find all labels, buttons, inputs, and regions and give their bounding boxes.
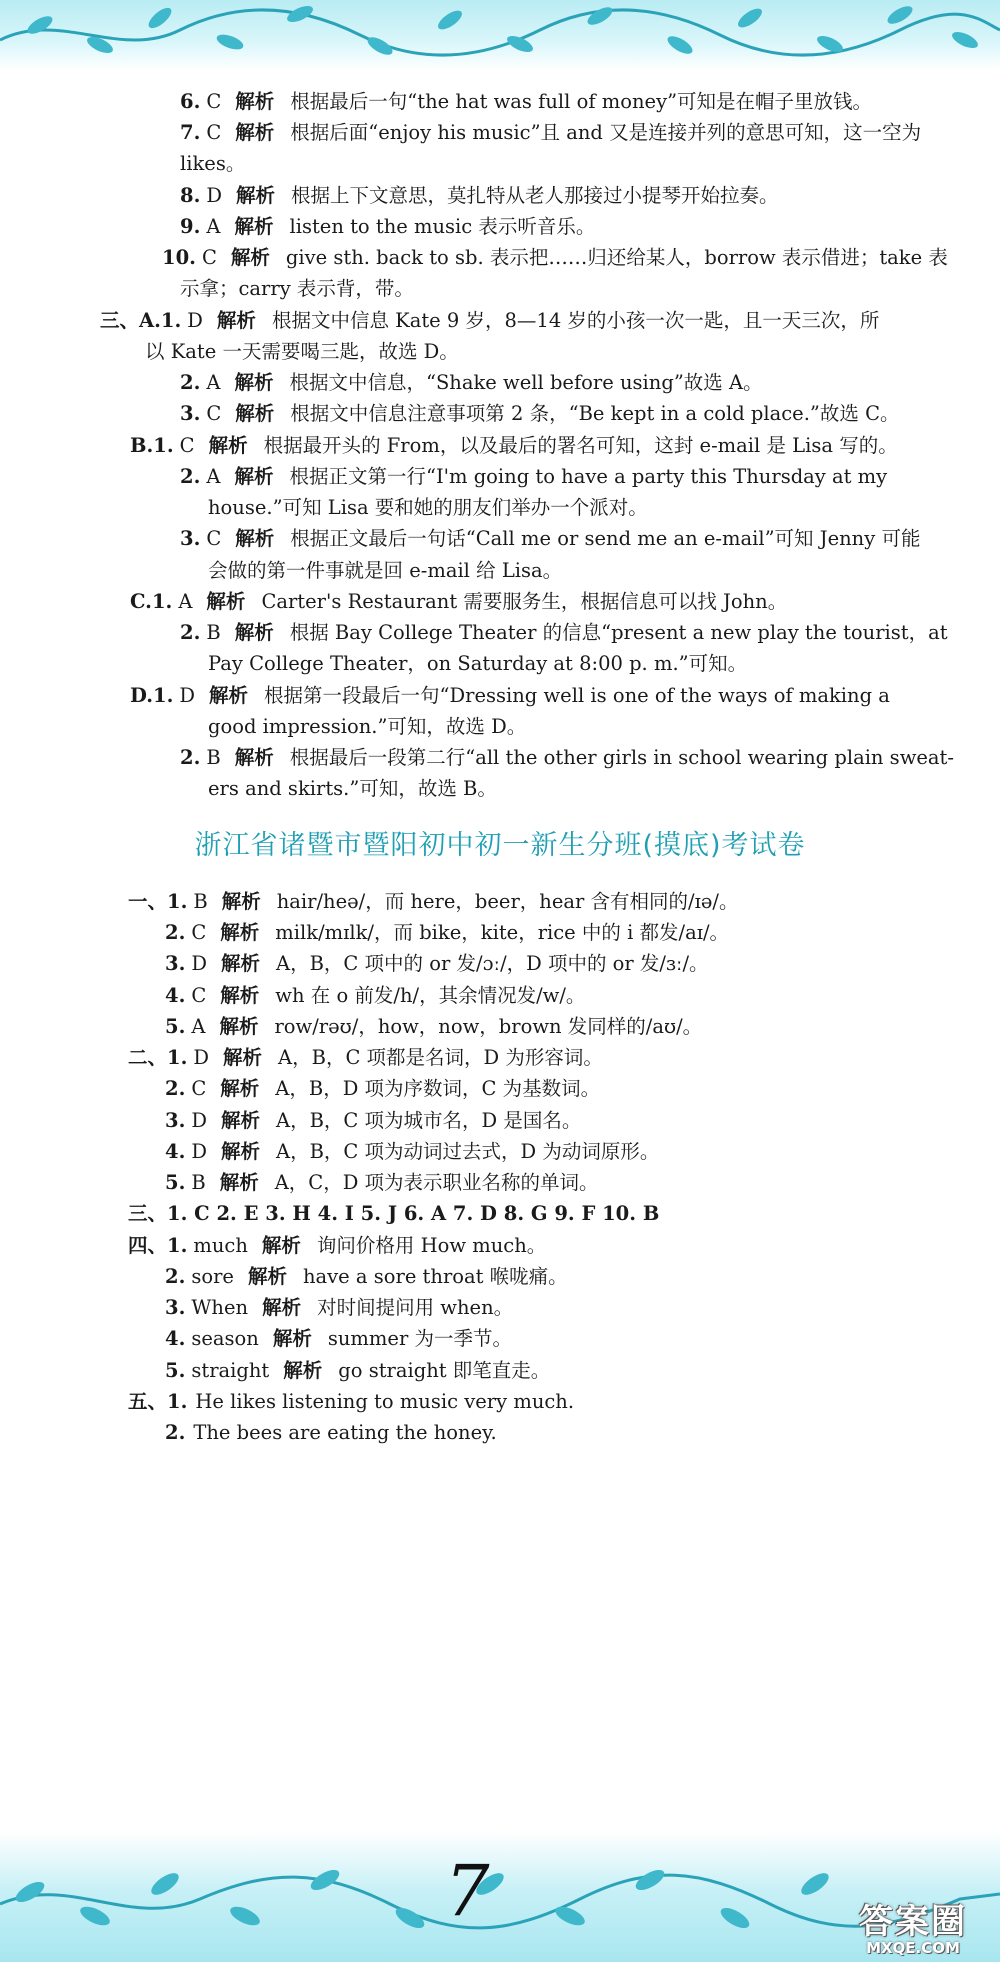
analysis-text: ers and skirts.”可知，故选 B。 xyxy=(208,777,497,800)
answer-choice: C xyxy=(191,984,207,1007)
answer-choice: C xyxy=(191,921,207,944)
answer-line xyxy=(180,213,595,241)
question-number: 4. xyxy=(165,984,186,1007)
analysis-text: give sth. back to sb. 表示把……归还给某人，borrow 表示借进；take 表 xyxy=(285,246,948,269)
answer-line xyxy=(165,1107,581,1135)
analysis-text: 示拿；carry 表示背，带。 xyxy=(180,277,414,300)
analysis-text: wh 在 o 前发/h/，其余情况发/w/。 xyxy=(275,984,586,1007)
question-number: 1. xyxy=(167,890,188,913)
analysis-label: 解析 xyxy=(208,434,248,457)
question-number: 1. xyxy=(167,1046,188,1069)
answer-choice: C xyxy=(206,90,222,113)
analysis-label: 解析 xyxy=(236,184,276,207)
section-marker: 五、 xyxy=(128,1390,168,1413)
answer-choice: B xyxy=(193,890,208,913)
analysis-label: 解析 xyxy=(219,1171,259,1194)
analysis-text: 根据正文第一行“I'm going to have a party this Thursday at my xyxy=(289,465,888,488)
answer-line xyxy=(180,400,900,428)
analysis-text: 根据最后一段第二行“all the other girls in school wearing plain sweat- xyxy=(289,746,954,769)
answer-line xyxy=(165,950,709,978)
answer-choice: A xyxy=(191,1015,206,1038)
answer-line xyxy=(128,1232,546,1260)
analysis-text: 根据后面“enjoy his music”且 and 又是连接并列的意思可知，这一空为 xyxy=(290,121,922,144)
analysis-text: The bees are eating the honey. xyxy=(193,1421,497,1444)
analysis-label: 解析 xyxy=(261,1234,301,1257)
site-watermark-logo xyxy=(838,1894,988,1957)
analysis-text: 根据文中信息 Kate 9 岁，8—14 岁的小孩一次一匙，且一天三次，所 xyxy=(271,309,880,332)
section-marker: D. xyxy=(130,684,154,707)
question-number: 1. xyxy=(167,1390,188,1413)
question-number: 2. xyxy=(180,371,201,394)
answer-line xyxy=(180,369,763,397)
question-number: 1. xyxy=(153,684,174,707)
answer-choice: B xyxy=(206,621,221,644)
analysis-label: 解析 xyxy=(216,309,256,332)
analysis-label: 解析 xyxy=(272,1327,312,1350)
question-number: 4. xyxy=(165,1327,186,1350)
answer-line xyxy=(165,982,585,1010)
question-number: 2. xyxy=(165,1077,186,1100)
section-marker: 二、 xyxy=(128,1046,168,1069)
analysis-text: 对时间提问用 when。 xyxy=(317,1296,514,1319)
question-number: 2. xyxy=(180,746,201,769)
answer-choice: D xyxy=(206,184,222,207)
analysis-text: listen to the music 表示听音乐。 xyxy=(289,215,596,238)
answer-choice: season xyxy=(191,1327,259,1350)
section-marker: B. xyxy=(130,434,154,457)
analysis-text: 以 Kate 一天需要喝三匙，故选 D。 xyxy=(145,340,459,363)
analysis-label: 解析 xyxy=(262,1296,302,1319)
analysis-text: A，B，C 项都是名词，D 为形容词。 xyxy=(278,1046,603,1069)
section-marker: 一、 xyxy=(128,890,168,913)
analysis-label: 解析 xyxy=(221,890,261,913)
analysis-label: 解析 xyxy=(235,402,275,425)
answer-line xyxy=(208,557,562,585)
question-number: 5. xyxy=(165,1359,186,1382)
analysis-text: row/rəʊ/，how，now，brown 发同样的/aʊ/。 xyxy=(274,1015,703,1038)
answer-line xyxy=(208,494,648,522)
answer-line xyxy=(165,919,729,947)
question-number: 9. xyxy=(180,215,201,238)
answer-line xyxy=(180,88,872,116)
section-marker: 三、A. xyxy=(100,309,161,332)
question-number: 3. xyxy=(180,527,201,550)
answer-choice: A xyxy=(206,465,221,488)
analysis-label: 解析 xyxy=(221,1140,261,1163)
answer-line xyxy=(165,1169,599,1197)
analysis-text: 根据上下文意思，莫扎特从老人那接过小提琴开始拉奏。 xyxy=(291,184,779,207)
answer-line xyxy=(165,1013,702,1041)
question-number: 1. xyxy=(167,1234,188,1257)
section-marker: 三、 xyxy=(128,1202,168,1225)
answer-line xyxy=(128,1200,659,1228)
answer-line xyxy=(180,275,414,303)
analysis-label: 解析 xyxy=(221,952,261,975)
analysis-text: 根据 Bay College Theater 的信息“present a new play the tourist，at xyxy=(289,621,948,644)
analysis-text: 询问价格用 How much。 xyxy=(316,1234,547,1257)
answer-line xyxy=(165,1294,513,1322)
answer-choice: A xyxy=(206,215,221,238)
analysis-label: 解析 xyxy=(234,746,274,769)
answer-choice: B xyxy=(191,1171,206,1194)
watermark-url: MXQE.COM xyxy=(866,1939,960,1957)
answer-choice: straight xyxy=(191,1359,270,1382)
analysis-text: 根据第一段最后一句“Dressing well is one of the ways of making a xyxy=(264,684,890,707)
answer-line xyxy=(165,1325,512,1353)
answer-line xyxy=(130,432,898,460)
analysis-text: go straight 即笔直走。 xyxy=(338,1359,551,1382)
analysis-text: 会做的第一件事就是回 e-mail 给 Lisa。 xyxy=(208,559,563,582)
answer-choice: much xyxy=(193,1234,248,1257)
answer-choice: C xyxy=(191,1077,207,1100)
exam-heading: 浙江省诸暨市暨阳初中初一新生分班(摸底)考试卷 xyxy=(194,830,806,861)
question-number: 2. xyxy=(165,1421,186,1444)
question-number: 2. xyxy=(180,621,201,644)
analysis-text: good impression.”可知，故选 D。 xyxy=(208,715,527,738)
answer-choice: sore xyxy=(191,1265,234,1288)
answer-line xyxy=(180,619,948,647)
answer-line xyxy=(180,744,954,772)
analysis-label: 解析 xyxy=(220,1077,260,1100)
answer-line xyxy=(180,463,887,491)
analysis-label: 解析 xyxy=(283,1359,323,1382)
analysis-text: A，B，D 项为序数词，C 为基数词。 xyxy=(275,1077,601,1100)
answer-choice: D xyxy=(179,684,196,707)
answer-choice: C xyxy=(201,246,217,269)
analysis-label: 解析 xyxy=(234,371,274,394)
analysis-label: 解析 xyxy=(209,684,249,707)
analysis-text: hair/heə/，而 here，beer，hear 含有相同的/ɪə/。 xyxy=(276,890,739,913)
analysis-text: 根据正文最后一句话“Call me or send me an e-mail”可知 Jenny 可能 xyxy=(290,527,921,550)
analysis-label: 解析 xyxy=(234,215,274,238)
watermark-text: 答案圈 xyxy=(859,1902,967,1942)
answer-line xyxy=(165,1075,600,1103)
question-number: 5. xyxy=(165,1015,186,1038)
question-number: 3. xyxy=(165,1109,186,1132)
question-number: 1. xyxy=(160,309,182,332)
answer-line xyxy=(180,119,921,147)
answer-line xyxy=(100,307,879,335)
analysis-text: Carter's Restaurant 需要服务生，根据信息可以找 John。 xyxy=(261,590,788,613)
analysis-label: 解析 xyxy=(221,1109,261,1132)
answer-line xyxy=(130,588,787,616)
analysis-text: likes。 xyxy=(180,152,246,175)
answer-choice: C xyxy=(206,402,222,425)
analysis-text: A，B，C 项为动词过去式，D 为动词原形。 xyxy=(276,1140,660,1163)
analysis-label: 解析 xyxy=(235,121,275,144)
answer-line xyxy=(180,525,920,553)
analysis-text: 根据最后一句“the hat was full of money”可知是在帽子里放钱。 xyxy=(290,90,873,113)
answer-line xyxy=(180,182,779,210)
analysis-text: summer 为一季节。 xyxy=(327,1327,512,1350)
question-number: 1. xyxy=(151,590,173,613)
answer-line xyxy=(208,650,747,678)
answer-choice: When xyxy=(191,1296,249,1319)
analysis-label: 解析 xyxy=(206,590,246,613)
page-number: 7 xyxy=(445,1850,490,1932)
question-number: 2. xyxy=(165,921,186,944)
answer-line xyxy=(165,1357,550,1385)
answer-choice: B xyxy=(206,746,221,769)
answer-line xyxy=(208,775,497,803)
top-vine-ornament xyxy=(0,0,1000,70)
question-number: 3. xyxy=(165,952,186,975)
answer-line xyxy=(128,1044,603,1072)
analysis-text: Pay College Theater，on Saturday at 8:00 p. m.”可知。 xyxy=(208,652,748,675)
section-marker: 四、 xyxy=(128,1234,168,1257)
answer-choice: D xyxy=(187,309,203,332)
analysis-label: 解析 xyxy=(219,1015,259,1038)
answer-line xyxy=(165,1263,568,1291)
analysis-label: 解析 xyxy=(235,90,275,113)
answer-choice: A xyxy=(178,590,193,613)
answer-choice: C xyxy=(206,527,222,550)
question-number: 4. xyxy=(165,1140,186,1163)
question-number: 2. xyxy=(180,465,201,488)
analysis-label: 解析 xyxy=(247,1265,287,1288)
analysis-text: 根据最开头的 From，以及最后的署名可知，这封 e-mail 是 Lisa 写的。 xyxy=(263,434,898,457)
answer-line xyxy=(165,1419,497,1447)
analysis-label: 解析 xyxy=(230,246,270,269)
analysis-text: 根据文中信息注意事项第 2 条，“Be kept in a cold place.”故选 C。 xyxy=(290,402,900,425)
question-number: 3. xyxy=(180,402,201,425)
question-number: 7. xyxy=(180,121,201,144)
analysis-text: have a sore throat 喉咙痛。 xyxy=(302,1265,568,1288)
question-number: 2. xyxy=(165,1265,186,1288)
answer-line xyxy=(130,682,890,710)
answer-choice: A xyxy=(206,371,221,394)
answer-line xyxy=(145,338,459,366)
answer-line xyxy=(162,244,948,272)
answer-choice: D xyxy=(191,952,207,975)
answer-line xyxy=(165,1138,659,1166)
section-marker: C. xyxy=(130,590,152,613)
analysis-text: milk/mɪlk/，而 bike，kite，rice 中的 i 都发/aɪ/。 xyxy=(275,921,730,944)
analysis-label: 解析 xyxy=(235,527,275,550)
question-number: 6. xyxy=(180,90,201,113)
analysis-text: A，C，D 项为表示职业名称的单词。 xyxy=(274,1171,599,1194)
analysis-label: 解析 xyxy=(234,465,274,488)
answer-line xyxy=(128,888,738,916)
analysis-label: 解析 xyxy=(220,984,260,1007)
answer-line xyxy=(208,713,526,741)
analysis-label: 解析 xyxy=(220,921,260,944)
answer-choice: D xyxy=(193,1046,210,1069)
question-number: 5. xyxy=(165,1171,186,1194)
answer-line xyxy=(128,1388,574,1416)
analysis-text: A，B，C 项为城市名，D 是国名。 xyxy=(276,1109,582,1132)
question-number: 1. xyxy=(153,434,174,457)
question-number: 3. xyxy=(165,1296,186,1319)
analysis-text: He likes listening to music very much. xyxy=(195,1390,575,1413)
analysis-text: 根据文中信息，“Shake well before using”故选 A。 xyxy=(289,371,763,394)
analysis-label: 解析 xyxy=(234,621,274,644)
analysis-text: house.”可知 Lisa 要和她的朋友们举办一个派对。 xyxy=(208,496,648,519)
answer-key-row: 1. C 2. E 3. H 4. I 5. J 6. A 7. D 8. G 9. F 10. B xyxy=(167,1202,660,1225)
answer-choice: D xyxy=(191,1109,207,1132)
analysis-label: 解析 xyxy=(223,1046,263,1069)
answer-choice: C xyxy=(179,434,195,457)
question-number: 8. xyxy=(180,184,201,207)
question-number: 10. xyxy=(162,246,196,269)
answer-line xyxy=(180,150,245,178)
analysis-text: A，B，C 项中的 or 发/ɔː/，D 项中的 or 发/ɜː/。 xyxy=(276,952,709,975)
answer-choice: D xyxy=(191,1140,207,1163)
answer-choice: C xyxy=(206,121,222,144)
